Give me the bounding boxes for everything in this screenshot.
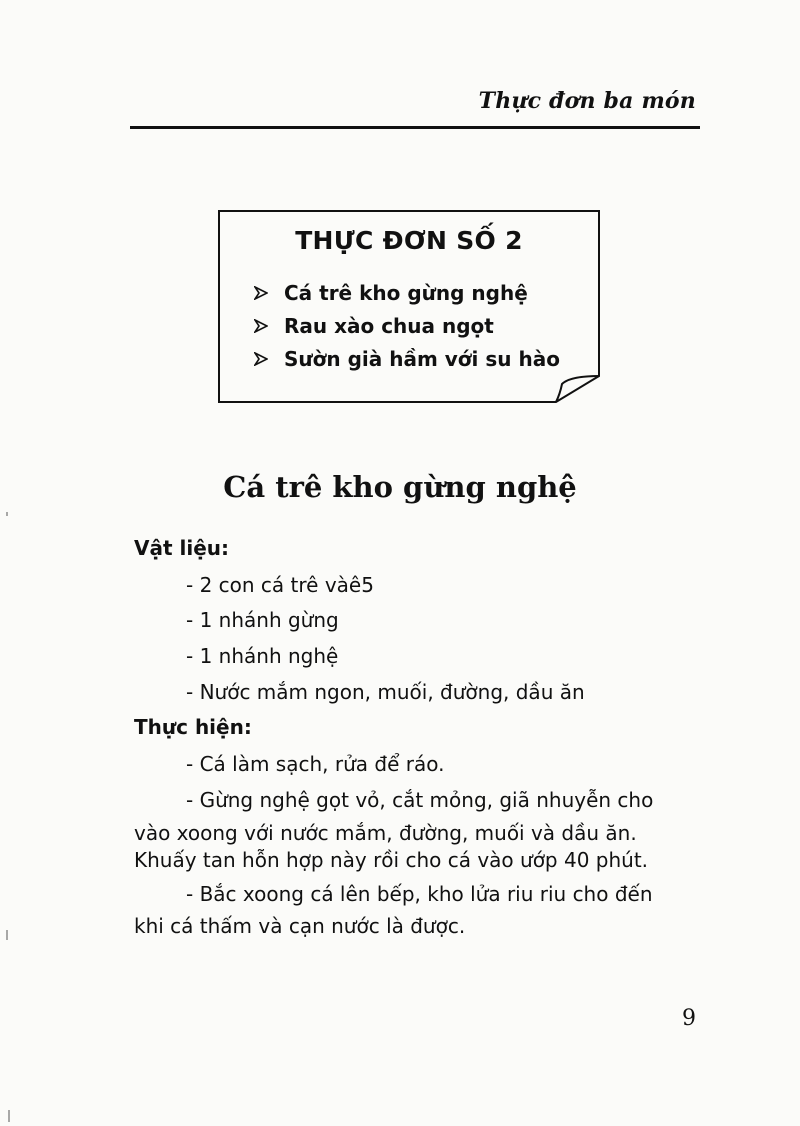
method-line: Khuấy tan hỗn hợp này rồi cho cá vào ướp 40 phút. bbox=[134, 848, 649, 872]
menu-item-label: Rau xào chua ngọt bbox=[284, 313, 494, 338]
ingredient-line: - 1 nhánh nghệ bbox=[186, 644, 339, 668]
method-line: vào xoong với nước mắm, đường, muối và dầu ăn. bbox=[134, 821, 637, 845]
method-line: - Bắc xoong cá lên bếp, kho lửa riu riu cho đến bbox=[186, 882, 653, 906]
page-number: 9 bbox=[682, 1006, 696, 1031]
menu-item bbox=[254, 309, 560, 342]
recipe-title: Cá trê kho gừng nghệ bbox=[223, 470, 577, 504]
ingredient-line: - 1 nhánh gừng bbox=[186, 608, 339, 632]
menu-item bbox=[254, 276, 560, 309]
header-rule bbox=[130, 126, 700, 129]
ingredients-heading: Vật liệu: bbox=[134, 536, 230, 560]
method-line: khi cá thấm và cạn nước là được. bbox=[134, 914, 466, 938]
menu-list bbox=[254, 276, 560, 375]
method-line: - Gừng nghệ gọt vỏ, cắt mỏng, giã nhuyễn cho bbox=[186, 788, 654, 812]
arrowhead-bullet-icon bbox=[254, 352, 268, 366]
arrowhead-bullet-icon bbox=[254, 319, 268, 333]
method-line: - Cá làm sạch, rửa để ráo. bbox=[186, 752, 445, 776]
menu-title: THỰC ĐƠN SỐ 2 bbox=[295, 226, 523, 255]
menu-item-label: Cá trê kho gừng nghệ bbox=[284, 280, 528, 305]
ingredient-line: - 2 con cá trê vàê5 bbox=[186, 573, 374, 597]
ingredient-line: - Nước mắm ngon, muối, đường, dầu ăn bbox=[186, 680, 585, 704]
method-heading: Thực hiện: bbox=[134, 715, 252, 739]
menu-item-label: Sườn già hầm với su hào bbox=[284, 346, 560, 371]
running-header: Thực đơn ba món bbox=[478, 88, 696, 114]
arrowhead-bullet-icon bbox=[254, 286, 268, 300]
menu-item bbox=[254, 342, 560, 375]
scan-speck bbox=[8, 1110, 10, 1122]
menu-box bbox=[218, 210, 600, 403]
scan-speck bbox=[6, 930, 8, 940]
scan-speck bbox=[6, 512, 8, 516]
